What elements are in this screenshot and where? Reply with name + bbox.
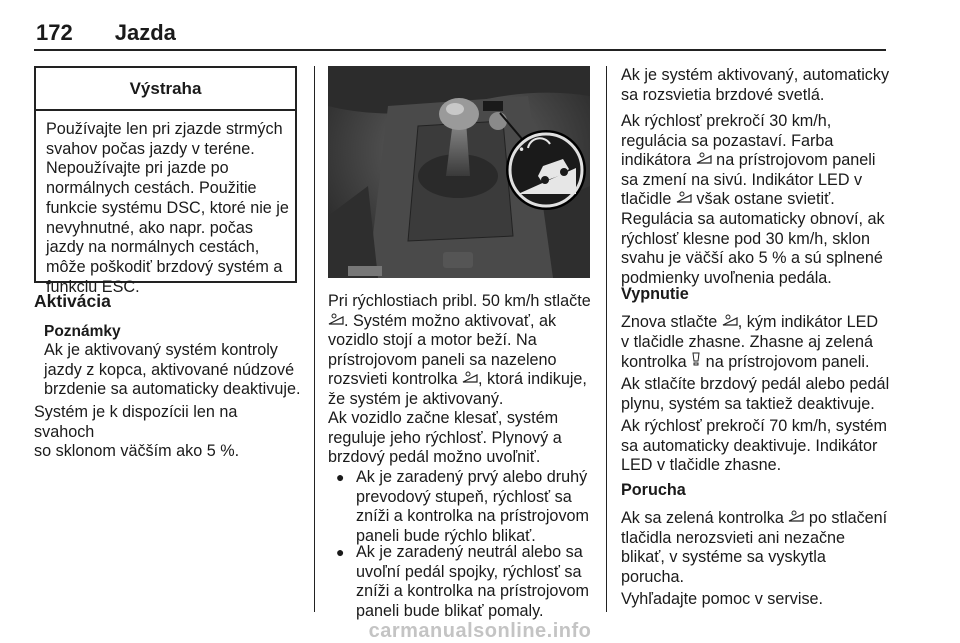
text-line: so sklonom väčším ako 5 %. bbox=[34, 442, 240, 461]
hill-descent-icon bbox=[722, 314, 738, 326]
text-line: Pri rýchlostiach pribl. 50 km/h stlačte bbox=[328, 292, 591, 310]
text-line: indikátora na prístrojovom paneli bbox=[621, 151, 876, 170]
watermark: carmanualsonline.info bbox=[368, 620, 592, 642]
page-header bbox=[36, 20, 176, 46]
text-line: v tlačidle zhasne. Zhasne aj zelená bbox=[621, 332, 873, 351]
fault-paragraph-2 bbox=[621, 590, 823, 610]
text-line: Regulácia sa automaticky obnoví, ak bbox=[621, 209, 885, 228]
text-line: Vyhľadajte pomoc v servise. bbox=[621, 590, 824, 608]
mid-paragraph-1 bbox=[328, 292, 591, 410]
warning-lamp-icon bbox=[691, 352, 701, 366]
text-line: rozsvieti kontrolka , ktorá indikuje, bbox=[328, 370, 587, 389]
activation-paragraph bbox=[34, 403, 302, 462]
text-line: regulácia sa pozastaví. Farba bbox=[621, 131, 834, 150]
warning-box bbox=[34, 66, 297, 296]
off-heading: Vypnutie bbox=[621, 285, 689, 303]
right-paragraph-1 bbox=[621, 66, 889, 105]
right-paragraph-2 bbox=[621, 112, 885, 288]
dashboard-console-photo bbox=[328, 66, 590, 278]
text-line: blikať, v systéme sa vyskytla bbox=[621, 548, 826, 567]
text-line: rýchlosť klesne pod 30 km/h, sklon bbox=[621, 229, 871, 248]
page-number: 172 bbox=[36, 20, 73, 45]
text-line: uvoľní pedál spojky, rýchlosť sa bbox=[356, 562, 582, 581]
text-line: brzdenie sa automaticky deaktivuje. bbox=[44, 380, 301, 399]
text-line: tlačidla nerozsvieti ani nezačne bbox=[621, 528, 846, 547]
text-line: môže poškodiť brzdový systém a bbox=[46, 257, 283, 276]
column-divider-left bbox=[314, 66, 315, 612]
text-line: Ak rýchlosť prekročí 30 km/h, bbox=[621, 112, 832, 130]
header-rule bbox=[34, 49, 886, 51]
hill-descent-icon bbox=[696, 152, 712, 164]
note-title: Poznámky bbox=[44, 323, 121, 340]
mid-paragraph-2 bbox=[328, 409, 562, 468]
text-line: prevodový stupeň, rýchlosť sa bbox=[356, 487, 572, 506]
off-paragraph-3 bbox=[621, 417, 887, 476]
hill-descent-icon bbox=[328, 313, 344, 325]
text-line: zníži a kontrolka na prístrojovom bbox=[356, 582, 590, 601]
hill-descent-icon bbox=[788, 510, 804, 522]
text-line: Používajte len pri zjazde strmých bbox=[46, 120, 283, 138]
text-line: Ak vozidlo začne klesať, systém bbox=[328, 409, 559, 427]
text-line: funkcie systému DSC, ktoré nie je bbox=[46, 198, 289, 217]
text-line: paneli bude blikať pomaly. bbox=[356, 601, 544, 620]
hill-descent-icon bbox=[676, 191, 692, 203]
text-line: porucha. bbox=[621, 567, 684, 586]
text-line: Ak je zaradený prvý alebo druhý bbox=[356, 468, 588, 486]
fault-heading: Porucha bbox=[621, 481, 686, 499]
off-paragraph-2 bbox=[621, 375, 889, 414]
bullet-2-text bbox=[356, 543, 589, 621]
text-line: funkciu ESC. bbox=[46, 277, 140, 296]
text-line: tlačidle však ostane svietiť. bbox=[621, 190, 835, 209]
text-line: jazdy z kopca, aktivované núdzové bbox=[44, 360, 295, 379]
text-line: sa rozsvietia brzdové svetlá. bbox=[621, 85, 825, 104]
text-line: normálnych cestách. Použitie bbox=[46, 179, 257, 198]
section-title: Jazda bbox=[114, 20, 176, 45]
text-line: jazdy na normálnych cestách, bbox=[46, 238, 260, 257]
hill-descent-icon bbox=[462, 371, 478, 383]
text-line: vozidlo stojí a motor beží. Na bbox=[328, 331, 537, 350]
text-line: sa automaticky deaktivuje. Indikátor bbox=[621, 436, 878, 455]
text-line: Ak rýchlosť prekročí 70 km/h, systém bbox=[621, 417, 888, 435]
text-line: Ak je aktivovaný systém kontroly bbox=[44, 341, 278, 359]
column-divider-right bbox=[606, 66, 607, 612]
text-line: že systém je aktivovaný. bbox=[328, 389, 504, 408]
warning-title: Výstraha bbox=[36, 68, 295, 111]
text-line: kontrolka na prístrojovom paneli. bbox=[621, 353, 870, 372]
text-line: Ak sa zelená kontrolka po stlačení bbox=[621, 509, 888, 527]
text-line: Ak stlačíte brzdový pedál alebo pedál bbox=[621, 375, 890, 393]
text-line: zníži a kontrolka na prístrojovom bbox=[356, 507, 590, 526]
text-line: Nepoužívajte pri jazde po bbox=[46, 159, 229, 178]
text-line: Systém je k dispozícii len na svahoch bbox=[34, 403, 238, 441]
text-line: sa zmení na sivú. Indikátor LED v bbox=[621, 170, 863, 189]
bullet-item-2 bbox=[336, 543, 590, 621]
bullet-1-text bbox=[356, 468, 589, 546]
console-illustration bbox=[328, 66, 590, 278]
text-line: plynu, systém sa taktiež deaktivuje. bbox=[621, 394, 875, 413]
text-line: prístrojovom paneli sa nazeleno bbox=[328, 350, 557, 369]
svg-text:•: • bbox=[518, 143, 526, 157]
text-line: Znova stlačte , kým indikátor LED bbox=[621, 313, 879, 331]
warning-text bbox=[36, 111, 295, 297]
text-line: nevyhnutné, ako napr. počas bbox=[46, 218, 253, 237]
text-line: . Systém možno aktivovať, ak bbox=[328, 312, 591, 332]
note-text bbox=[44, 341, 312, 400]
bullet-item-1 bbox=[336, 468, 590, 546]
text-line: Ak je zaradený neutrál alebo sa bbox=[356, 543, 583, 561]
text-line: paneli bude rýchlo blikať. bbox=[356, 526, 536, 545]
text-line: brzdový pedál možno uvoľniť. bbox=[328, 448, 541, 467]
text-line: svahov počas jazdy v teréne. bbox=[46, 139, 255, 158]
activation-heading: Aktivácia bbox=[34, 291, 111, 311]
bullet-dot: ● bbox=[336, 469, 345, 485]
text-line: svahu je väčší ako 5 % a sú splnené bbox=[621, 249, 883, 268]
text-line: podmienky uvoľnenia pedála. bbox=[621, 268, 832, 287]
text-line: reguluje jeho rýchlosť. Plynový a bbox=[328, 428, 562, 447]
fault-paragraph-1 bbox=[621, 509, 887, 587]
text-line: LED v tlačidle zhasne. bbox=[621, 456, 782, 475]
bullet-dot: ● bbox=[336, 544, 345, 560]
off-paragraph-1 bbox=[621, 313, 878, 373]
text-line: Ak je systém aktivovaný, automaticky bbox=[621, 66, 890, 84]
